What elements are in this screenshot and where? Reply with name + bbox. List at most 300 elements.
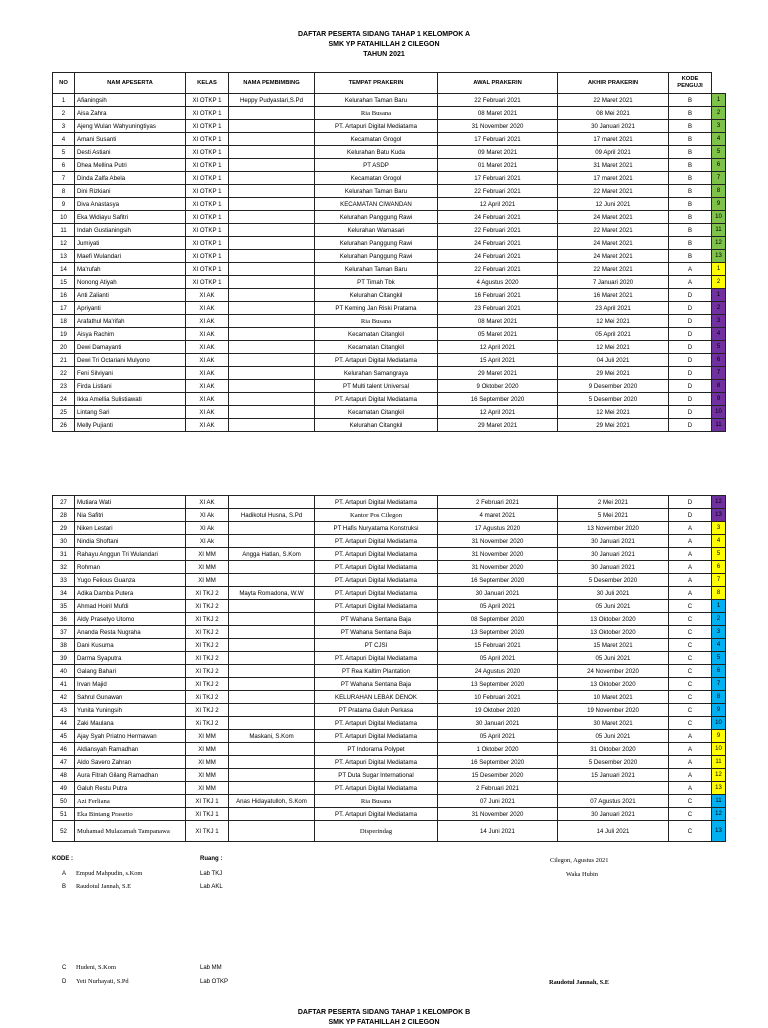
end-date: 05 Juni 2021: [558, 730, 669, 743]
start-date: 12 April 2021: [438, 198, 558, 211]
examiner-code: C: [669, 639, 712, 652]
supervisor-name: [229, 743, 315, 756]
class-name: XI MM: [186, 548, 229, 561]
start-date: 05 April 2021: [438, 730, 558, 743]
table-row: [53, 224, 726, 237]
table-row: [53, 302, 726, 315]
participant-name: Aisya Rachim: [75, 328, 186, 341]
examiner-code: A: [669, 548, 712, 561]
prakerin-place: PT. Artapuri Digital Mediatama: [315, 548, 438, 561]
end-date: 13 Oktober 2020: [558, 626, 669, 639]
group-number: 3: [712, 120, 726, 133]
group-number: 10: [712, 406, 726, 419]
table-row: [53, 743, 726, 756]
row-no: 32: [53, 561, 75, 574]
start-date: 19 Oktober 2020: [438, 704, 558, 717]
participant-name: Ananda Resta Nugraha: [75, 626, 186, 639]
document-title: [0, 30, 768, 60]
group-number: 10: [712, 717, 726, 730]
group-number: 12: [712, 496, 726, 509]
start-date: 16 Februari 2021: [438, 289, 558, 302]
end-date: 09 April 2021: [558, 146, 669, 159]
participant-name: Aldy Prasetyo Utomo: [75, 613, 186, 626]
participant-name: Ajay Syah Priatno Hermawan: [75, 730, 186, 743]
table-row: [53, 367, 726, 380]
class-name: XI Ak: [186, 522, 229, 535]
examiner-d: Yeti Nurhayati, S.Pd: [76, 978, 129, 985]
participant-name: Dinda Zalfa Abela: [75, 172, 186, 185]
col-examiner-code: KODE PENGUJI: [669, 73, 712, 94]
row-no: 51: [53, 808, 75, 821]
class-name: XI AK: [186, 315, 229, 328]
table-row: [53, 756, 726, 769]
examiner-code: D: [669, 367, 712, 380]
table-row: [53, 808, 726, 821]
prakerin-place: Kelurahan Panggung Rawi: [315, 250, 438, 263]
table-row: [53, 237, 726, 250]
participant-name: Rohman: [75, 561, 186, 574]
supervisor-name: [229, 263, 315, 276]
group-number: 7: [712, 574, 726, 587]
class-name: XI OTKP 1: [186, 185, 229, 198]
supervisor-name: [229, 626, 315, 639]
table-row: [53, 795, 726, 808]
prakerin-place: PT. Artapuri Digital Mediatama: [315, 574, 438, 587]
end-date: 30 Januari 2021: [558, 120, 669, 133]
prakerin-place: PT Wahana Sentana Baja: [315, 678, 438, 691]
participant-name: Galang Bahari: [75, 665, 186, 678]
end-date: 07 Agustus 2021: [558, 795, 669, 808]
participant-name: Yugo Felious Guanza: [75, 574, 186, 587]
table-row: [53, 821, 726, 842]
participant-name: Apriyanti: [75, 302, 186, 315]
participant-name: Ahmad Hoiril Mufdi: [75, 600, 186, 613]
row-no: 42: [53, 691, 75, 704]
start-date: 1 Oktober 2020: [438, 743, 558, 756]
class-name: XI TKJ 2: [186, 639, 229, 652]
group-number: 13: [712, 509, 726, 522]
table-row: [53, 328, 726, 341]
table-row: [53, 419, 726, 432]
end-date: 05 Juni 2021: [558, 600, 669, 613]
supervisor-name: [229, 211, 315, 224]
examiner-code: B: [669, 237, 712, 250]
table-row: [53, 315, 726, 328]
group-number: 6: [712, 159, 726, 172]
supervisor-name: [229, 574, 315, 587]
start-date: 05 Maret 2021: [438, 328, 558, 341]
row-no: 23: [53, 380, 75, 393]
class-name: XI AK: [186, 380, 229, 393]
start-date: 2 Februari 2021: [438, 782, 558, 795]
examiner-code: D: [669, 289, 712, 302]
group-number: 13: [712, 821, 726, 842]
examiner-code: A: [669, 782, 712, 795]
participant-name: Zaki Maulana: [75, 717, 186, 730]
class-name: XI AK: [186, 406, 229, 419]
participant-name: Diva Anastasya: [75, 198, 186, 211]
participant-name: Desti Astiani: [75, 146, 186, 159]
group-number: 6: [712, 561, 726, 574]
prakerin-place: Kelurahan Taman Baru: [315, 263, 438, 276]
examiner-code: D: [669, 354, 712, 367]
prakerin-place: PT. Artapuri Digital Mediatama: [315, 561, 438, 574]
row-no: 49: [53, 782, 75, 795]
start-date: 4 Agustus 2020: [438, 276, 558, 289]
examiner-code: A: [669, 276, 712, 289]
prakerin-place: Kelurahan Samangraya: [315, 367, 438, 380]
row-no: 10: [53, 211, 75, 224]
prakerin-place: PT. Artapuri Digital Mediatama: [315, 587, 438, 600]
examiner-code: A: [669, 587, 712, 600]
participant-name: Irvan Majid: [75, 678, 186, 691]
supervisor-name: [229, 678, 315, 691]
class-name: XI MM: [186, 561, 229, 574]
participant-name: Nonong Atiyah: [75, 276, 186, 289]
group-number: 1: [712, 600, 726, 613]
class-name: XI OTKP 1: [186, 211, 229, 224]
participant-name: Rahayu Anggun Tri Wulandari: [75, 548, 186, 561]
supervisor-name: [229, 172, 315, 185]
prakerin-place: PT. Artapuri Digital Mediatama: [315, 496, 438, 509]
prakerin-place: Kecamatan Grogol: [315, 172, 438, 185]
prakerin-place: Kelurahan Batu Kuda: [315, 146, 438, 159]
end-date: 24 November 2020: [558, 665, 669, 678]
table-row: [53, 172, 726, 185]
supervisor-name: [229, 704, 315, 717]
group-number: 2: [712, 613, 726, 626]
row-no: 28: [53, 509, 75, 522]
prakerin-place: Kelurahan Panggung Rawi: [315, 237, 438, 250]
row-no: 48: [53, 769, 75, 782]
col-place: TEMPAT PRAKERIN: [315, 73, 438, 94]
supervisor-name: [229, 782, 315, 795]
prakerin-place: Kantor Pos Cilegon: [315, 509, 438, 522]
participant-name: Dewi Damayanti: [75, 341, 186, 354]
table-row: [53, 107, 726, 120]
start-date: 14 Juni 2021: [438, 821, 558, 842]
start-date: 13 September 2020: [438, 626, 558, 639]
class-name: XI OTKP 1: [186, 237, 229, 250]
examiner-code: C: [669, 795, 712, 808]
supervisor-name: [229, 198, 315, 211]
table-row: [53, 509, 726, 522]
class-name: XI OTKP 1: [186, 107, 229, 120]
class-name: Xi TKJ 2: [186, 717, 229, 730]
class-name: XI AK: [186, 341, 229, 354]
participant-name: Lintang Sari: [75, 406, 186, 419]
group-number: 12: [712, 769, 726, 782]
examiner-code: D: [669, 406, 712, 419]
col-no: NO: [53, 73, 75, 94]
participant-name: Arafathul Ma'rifah: [75, 315, 186, 328]
prakerin-place: PT. Artapuri Digital Mediatama: [315, 782, 438, 795]
table-row: [53, 730, 726, 743]
table-row: [53, 211, 726, 224]
table-row: [53, 613, 726, 626]
prakerin-place: PT Duta Sugar International: [315, 769, 438, 782]
participant-name: Galuh Restu Putra: [75, 782, 186, 795]
supervisor-name: [229, 367, 315, 380]
row-no: 13: [53, 250, 75, 263]
table-row: [53, 120, 726, 133]
examiner-code: C: [669, 652, 712, 665]
examiner-code: D: [669, 341, 712, 354]
group-number: 4: [712, 535, 726, 548]
next-title-line-1: DAFTAR PESERTA SIDANG TAHAP 1 KELOMPOK B: [297, 1009, 471, 1016]
table-row: [53, 146, 726, 159]
class-name: XI TKJ 2: [186, 652, 229, 665]
row-no: 6: [53, 159, 75, 172]
participant-name: Ajeng Wulan Wahyuningtiyas: [75, 120, 186, 133]
start-date: 15 April 2021: [438, 354, 558, 367]
prakerin-place: PT Multi talent Universal: [315, 380, 438, 393]
row-no: 7: [53, 172, 75, 185]
supervisor-name: [229, 107, 315, 120]
start-date: 22 Februari 2021: [438, 185, 558, 198]
prakerin-place: PT. Artapuri Digital Mediatama: [315, 652, 438, 665]
group-number: 8: [712, 380, 726, 393]
row-no: 41: [53, 678, 75, 691]
end-date: 9 Desember 2020: [558, 380, 669, 393]
class-name: XI OTKP 1: [186, 146, 229, 159]
start-date: 24 Agustus 2020: [438, 665, 558, 678]
prakerin-place: Kelurahan Citangkil: [315, 419, 438, 432]
end-date: 5 Mei 2021: [558, 509, 669, 522]
row-no: 33: [53, 574, 75, 587]
group-number: 5: [712, 146, 726, 159]
examiner-code: C: [669, 691, 712, 704]
table-row: [53, 704, 726, 717]
end-date: 15 Januari 2021: [558, 769, 669, 782]
examiner-code: C: [669, 600, 712, 613]
start-date: 24 Februari 2021: [438, 211, 558, 224]
prakerin-place: PT Timah Tbk: [315, 276, 438, 289]
end-date: 22 Maret 2021: [558, 263, 669, 276]
end-date: 04 Juli 2021: [558, 354, 669, 367]
row-no: 18: [53, 315, 75, 328]
prakerin-place: PT. Artapuri Digital Mediatama: [315, 756, 438, 769]
table-row: [53, 535, 726, 548]
row-no: 1: [53, 94, 75, 107]
examiner-code: A: [669, 769, 712, 782]
group-number: 5: [712, 341, 726, 354]
supervisor-name: [229, 341, 315, 354]
table-row: [53, 587, 726, 600]
row-no: 24: [53, 393, 75, 406]
prakerin-place: PT. Artapuri Digital Mediatama: [315, 393, 438, 406]
supervisor-name: [229, 522, 315, 535]
prakerin-place: PT. Artapuri Digital Mediatama: [315, 717, 438, 730]
group-number: 9: [712, 198, 726, 211]
prakerin-place: Ria Busana: [315, 315, 438, 328]
start-date: 17 Agustus 2020: [438, 522, 558, 535]
supervisor-name: Heppy Pudyastari,S.Pd: [229, 94, 315, 107]
start-date: 24 Februari 2021: [438, 250, 558, 263]
class-name: XI TKJ 2: [186, 626, 229, 639]
end-date: 23 April 2021: [558, 302, 669, 315]
group-number: 12: [712, 237, 726, 250]
start-date: 2 Februari 2021: [438, 496, 558, 509]
row-no: 35: [53, 600, 75, 613]
class-name: XI OTKP 1: [186, 159, 229, 172]
table-row: [53, 691, 726, 704]
table-header-row: [53, 73, 726, 94]
row-no: 26: [53, 419, 75, 432]
group-number: 3: [712, 522, 726, 535]
examiner-code: D: [669, 302, 712, 315]
participant-name: Adika Damba Putera: [75, 587, 186, 600]
end-date: 30 Januari 2021: [558, 548, 669, 561]
examiner-code: D: [669, 419, 712, 432]
examiner-b: Raudotul Jannah, S.E: [76, 883, 132, 890]
col-group: [712, 73, 726, 94]
examiner-code: A: [669, 730, 712, 743]
table-row: [53, 496, 726, 509]
supervisor-name: [229, 561, 315, 574]
next-title-line-2: SMK YP FATAHILLAH 2 CILEGON: [328, 1019, 440, 1026]
group-number: 10: [712, 743, 726, 756]
start-date: 05 April 2021: [438, 600, 558, 613]
class-name: XI OTKP 1: [186, 276, 229, 289]
end-date: 24 Maret 2021: [558, 250, 669, 263]
group-number: 4: [712, 328, 726, 341]
col-end: AKHIR PRAKERIN: [558, 73, 669, 94]
examiner-code: C: [669, 704, 712, 717]
supervisor-name: [229, 717, 315, 730]
class-name: XI MM: [186, 574, 229, 587]
row-no: 36: [53, 613, 75, 626]
start-date: 16 September 2020: [438, 393, 558, 406]
class-name: XI TKJ 1: [186, 795, 229, 808]
supervisor-name: [229, 756, 315, 769]
examiner-code: B: [669, 120, 712, 133]
start-date: 31 November 2020: [438, 535, 558, 548]
title-line-2: SMK YP FATAHILLAH 2 CILEGON: [328, 41, 440, 48]
col-class: KELAS: [186, 73, 229, 94]
examiner-code: A: [669, 743, 712, 756]
end-date: 30 Januari 2021: [558, 535, 669, 548]
participant-name: Feni Silviyani: [75, 367, 186, 380]
end-date: 7 Januari 2020: [558, 276, 669, 289]
start-date: 15 Desember 2020: [438, 769, 558, 782]
row-no: 31: [53, 548, 75, 561]
group-number: 9: [712, 730, 726, 743]
start-date: 05 April 2021: [438, 652, 558, 665]
start-date: 08 Maret 2021: [438, 315, 558, 328]
class-name: Xi TKJ 2: [186, 691, 229, 704]
row-no: 2: [53, 107, 75, 120]
end-date: 5 Desember 2020: [558, 756, 669, 769]
row-no: 19: [53, 328, 75, 341]
participant-name: Yunita Yuningsih: [75, 704, 186, 717]
group-number: 5: [712, 548, 726, 561]
table-row: [53, 665, 726, 678]
start-date: 29 Maret 2021: [438, 419, 558, 432]
class-name: XI AK: [186, 367, 229, 380]
end-date: 14 Juli 2021: [558, 821, 669, 842]
supervisor-name: [229, 769, 315, 782]
row-no: 11: [53, 224, 75, 237]
end-date: 13 Oktober 2020: [558, 678, 669, 691]
code-c: C: [62, 965, 67, 971]
supervisor-name: Hadikotul Husna, S.Pd: [229, 509, 315, 522]
participant-name: Mutiara Wati: [75, 496, 186, 509]
examiner-code: B: [669, 146, 712, 159]
supervisor-name: [229, 639, 315, 652]
group-number: 1: [712, 94, 726, 107]
start-date: 31 November 2020: [438, 548, 558, 561]
examiner-code: A: [669, 535, 712, 548]
start-date: 30 Januari 2021: [438, 717, 558, 730]
row-no: 37: [53, 626, 75, 639]
place-date: Cilegon, Agustus 2021: [550, 857, 609, 864]
start-date: 29 Maret 2021: [438, 367, 558, 380]
end-date: 5 Desember 2020: [558, 574, 669, 587]
participant-name: Dewi Tri Octariani Mulyono: [75, 354, 186, 367]
group-number: 2: [712, 276, 726, 289]
participant-name: Firda Listiani: [75, 380, 186, 393]
class-name: XI AK: [186, 354, 229, 367]
prakerin-place: PT Keming Jan Riski Pratama: [315, 302, 438, 315]
class-name: XI OTKP 1: [186, 263, 229, 276]
table-row: [53, 198, 726, 211]
end-date: 30 Januari 2021: [558, 808, 669, 821]
prakerin-place: Kelurahan Warnasari: [315, 224, 438, 237]
examiner-code: B: [669, 107, 712, 120]
examiner-code: C: [669, 613, 712, 626]
prakerin-place: Disperindag: [315, 821, 438, 842]
class-name: XI MM: [186, 730, 229, 743]
table-row: [53, 380, 726, 393]
group-number: 4: [712, 133, 726, 146]
col-start: AWAL PRAKERIN: [438, 73, 558, 94]
class-name: XI AK: [186, 419, 229, 432]
row-no: 9: [53, 198, 75, 211]
examiner-code: D: [669, 509, 712, 522]
group-number: 7: [712, 367, 726, 380]
end-date: 24 Maret 2021: [558, 237, 669, 250]
class-name: XI OTKP 1: [186, 133, 229, 146]
examiner-code: C: [669, 678, 712, 691]
examiner-code: D: [669, 380, 712, 393]
supervisor-name: [229, 224, 315, 237]
supervisor-name: [229, 185, 315, 198]
group-number: 1: [712, 289, 726, 302]
examiner-c: Hudeni, S.Kom: [76, 964, 116, 971]
class-name: XI OTKP 1: [186, 94, 229, 107]
table-row: [53, 406, 726, 419]
group-number: 4: [712, 639, 726, 652]
end-date: [558, 782, 669, 795]
participant-name: Nia Safitri: [75, 509, 186, 522]
examiner-code: C: [669, 821, 712, 842]
supervisor-name: [229, 808, 315, 821]
examiner-code: B: [669, 133, 712, 146]
row-no: 30: [53, 535, 75, 548]
end-date: 12 Mei 2021: [558, 315, 669, 328]
supervisor-name: [229, 691, 315, 704]
table-row: [53, 522, 726, 535]
end-date: 10 Maret 2021: [558, 691, 669, 704]
prakerin-place: PT. Artapuri Digital Mediatama: [315, 120, 438, 133]
participant-name: Ma'rufah: [75, 263, 186, 276]
table-row: [53, 250, 726, 263]
participant-name: Aldiansyah Ramadhan: [75, 743, 186, 756]
start-date: 15 Februari 2021: [438, 639, 558, 652]
group-number: 5: [712, 652, 726, 665]
examiner-code: D: [669, 315, 712, 328]
